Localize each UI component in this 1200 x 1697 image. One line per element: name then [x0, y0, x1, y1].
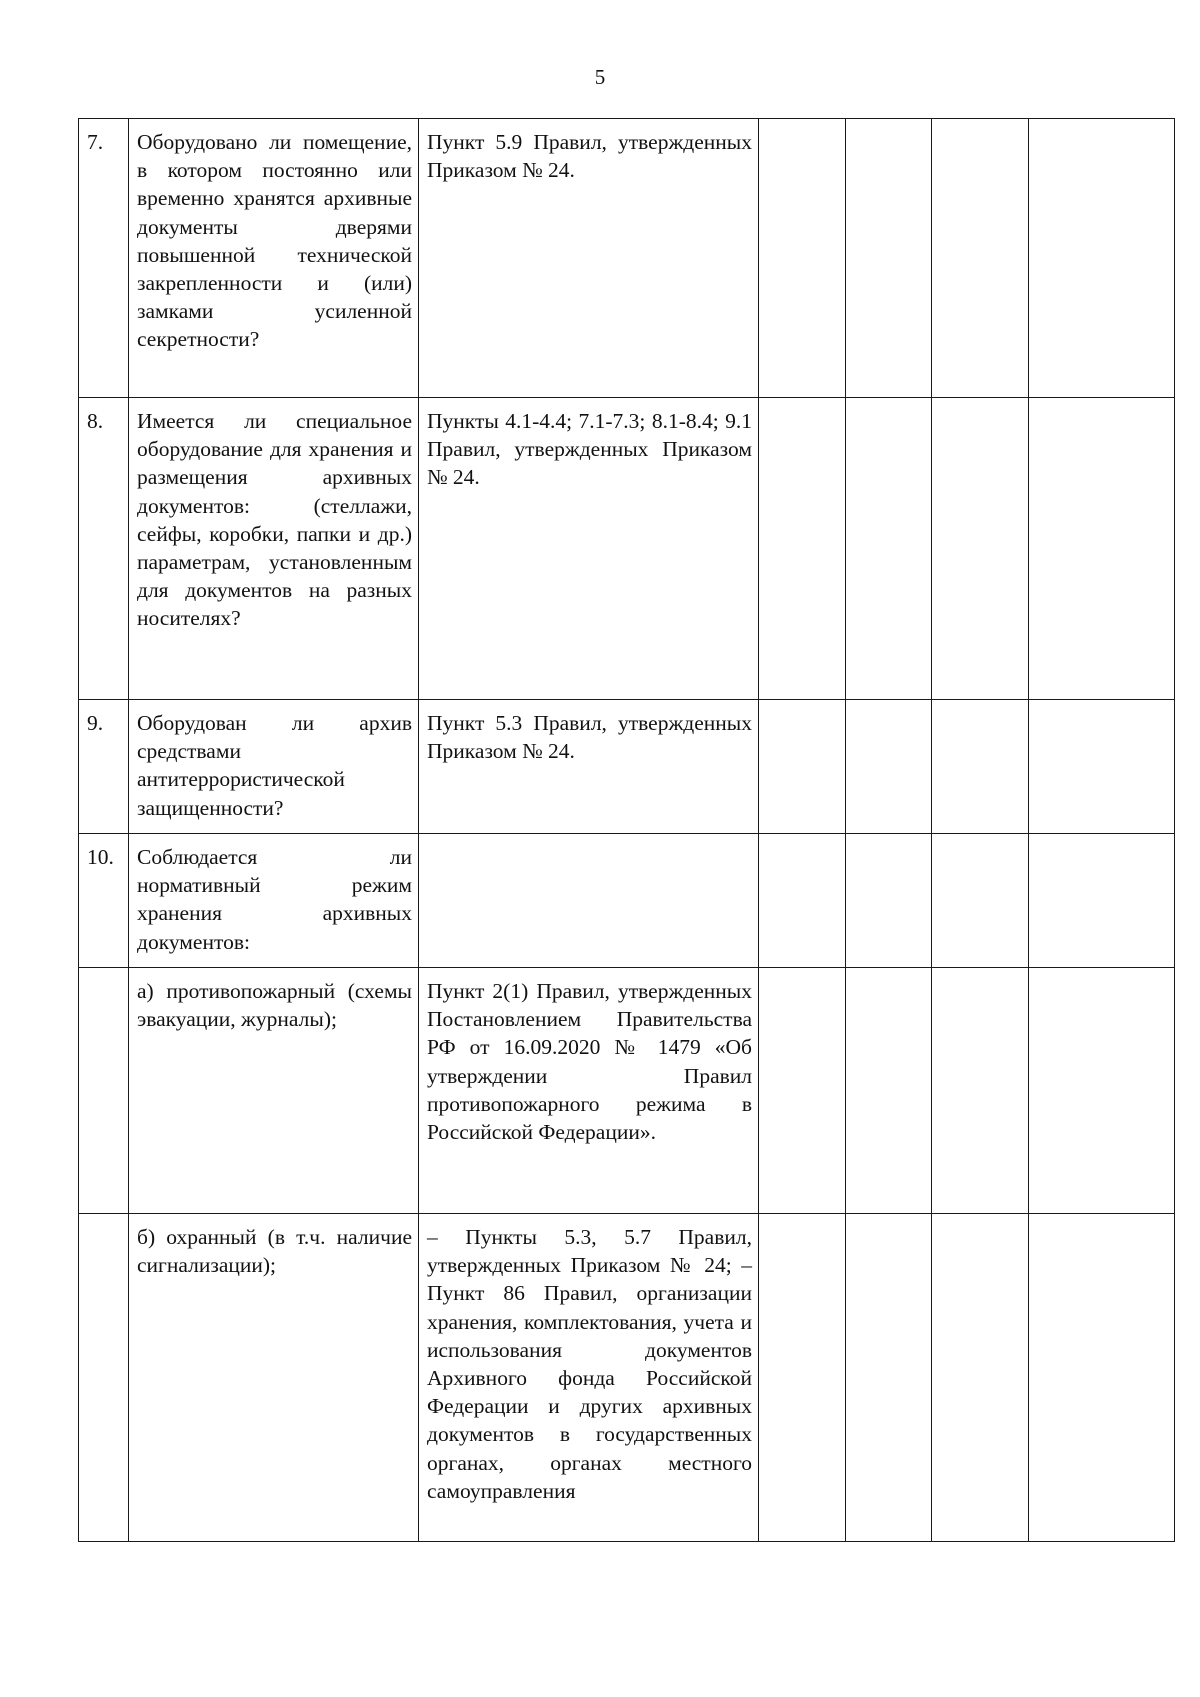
answer-not-applicable-cell[interactable] — [932, 968, 1029, 1214]
legal-basis-cell: Пункт 5.3 Правил, утвержденных Приказом № 24. — [419, 700, 759, 834]
answer-no-cell[interactable] — [846, 834, 932, 968]
answer-no-cell[interactable] — [846, 119, 932, 398]
legal-basis-cell: Пункт 5.9 Правил, утвержденных Приказом № 24. — [419, 119, 759, 398]
legal-basis-cell: Пункт 2(1) Правил, утвержденных Постановлением Правительства РФ от 16.09.2020 № 1479 «Об утверждении Правил противопожарного режима в Российской Федерации». — [419, 968, 759, 1214]
notes-cell[interactable] — [1029, 968, 1175, 1214]
answer-yes-cell[interactable] — [759, 968, 846, 1214]
notes-cell[interactable] — [1029, 398, 1175, 700]
notes-cell[interactable] — [1029, 119, 1175, 398]
answer-not-applicable-cell[interactable] — [932, 1214, 1029, 1542]
answer-yes-cell[interactable] — [759, 119, 846, 398]
question-cell: Оборудован ли архив средствами антитеррористической защищенности? — [129, 700, 419, 834]
question-cell: Имеется ли специальное оборудование для хранения и размещения архивных документов: (стеллажи, сейфы, коробки, папки и др.) параметрам, установленным для документов на разных носителях? — [129, 398, 419, 700]
answer-no-cell[interactable] — [846, 1214, 932, 1542]
table-row — [79, 834, 1175, 968]
row-number: 10. — [79, 834, 129, 968]
page-number: 5 — [594, 65, 606, 89]
answer-not-applicable-cell[interactable] — [932, 398, 1029, 700]
legal-basis-cell — [419, 834, 759, 968]
row-number: 9. — [79, 700, 129, 834]
table-row — [79, 968, 1175, 1214]
answer-not-applicable-cell[interactable] — [932, 119, 1029, 398]
table-row — [79, 1214, 1175, 1542]
answer-not-applicable-cell[interactable] — [932, 700, 1029, 834]
checklist-table — [78, 118, 1175, 1542]
answer-yes-cell[interactable] — [759, 700, 846, 834]
notes-cell[interactable] — [1029, 834, 1175, 968]
table-row — [79, 700, 1175, 834]
legal-basis-cell: – Пункты 5.3, 5.7 Правил, утвержденных Приказом № 24; – Пункт 86 Правил, организации хранения, комплектования, учета и использования документов Архивного фонда Российской Федерации и других архивных документов в государственных органах, органах местного самоуправления — [419, 1214, 759, 1542]
row-number: 7. — [79, 119, 129, 398]
question-cell: Оборудовано ли помещение, в котором постоянно или временно хранятся архивные документы дверями повышенной технической закрепленности и (или) замками усиленной секретности? — [129, 119, 419, 398]
notes-cell[interactable] — [1029, 1214, 1175, 1542]
question-cell: Соблюдается ли нормативный режим хранения архивных документов: — [129, 834, 419, 968]
answer-no-cell[interactable] — [846, 968, 932, 1214]
table-row — [79, 398, 1175, 700]
answer-yes-cell[interactable] — [759, 398, 846, 700]
answer-no-cell[interactable] — [846, 700, 932, 834]
row-number — [79, 1214, 129, 1542]
answer-yes-cell[interactable] — [759, 834, 846, 968]
row-number: 8. — [79, 398, 129, 700]
answer-yes-cell[interactable] — [759, 1214, 846, 1542]
question-cell: а) противопожарный (схемы эвакуации, журналы); — [129, 968, 419, 1214]
answer-no-cell[interactable] — [846, 398, 932, 700]
notes-cell[interactable] — [1029, 700, 1175, 834]
row-number — [79, 968, 129, 1214]
table-row — [79, 119, 1175, 398]
answer-not-applicable-cell[interactable] — [932, 834, 1029, 968]
question-cell: б) охранный (в т.ч. наличие сигнализации); — [129, 1214, 419, 1542]
legal-basis-cell: Пункты 4.1-4.4; 7.1-7.3; 8.1-8.4; 9.1 Правил, утвержденных Приказом № 24. — [419, 398, 759, 700]
